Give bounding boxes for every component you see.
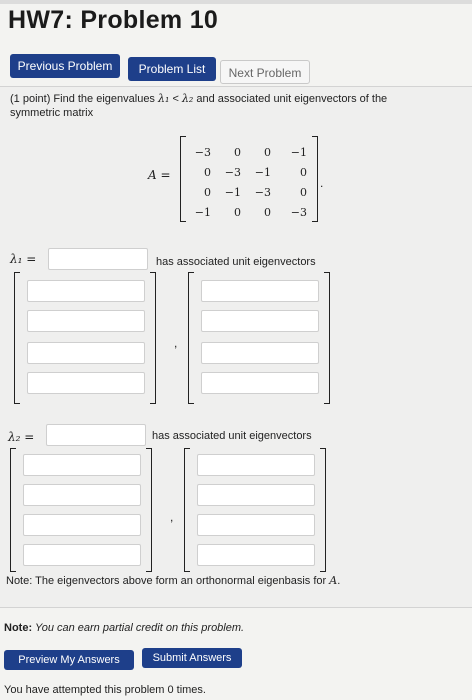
eigenbasis-note-symbol: A: [329, 574, 338, 587]
lambda1-symbol: λ₁: [158, 92, 170, 105]
eigen1-vector1: [14, 272, 156, 404]
eigen2-v1-entry[interactable]: [23, 454, 141, 476]
page-title: HW7: Problem 10: [8, 6, 219, 34]
prompt-text-c: symmetric matrix: [10, 107, 94, 119]
matrix-cell: −3: [194, 146, 211, 159]
lambda1-label: λ₁ =: [10, 252, 37, 266]
eigen1-v1-entry[interactable]: [27, 372, 145, 394]
eigen2-v2-entry[interactable]: [197, 514, 315, 536]
top-strip: [0, 0, 472, 4]
matrix-cell: −1: [194, 206, 211, 219]
matrix-cell: 0: [204, 166, 211, 179]
matrix-cell: 0: [264, 146, 271, 159]
eigen1-v2-entry[interactable]: [201, 280, 319, 302]
matrix-cell: −3: [254, 186, 271, 199]
matrix-cell: −3: [290, 206, 307, 219]
eigenbasis-note-end: .: [337, 575, 341, 587]
eigen1-v2-entry[interactable]: [201, 342, 319, 364]
submit-answers-button[interactable]: Submit Answers: [142, 648, 242, 668]
matrix-A: [180, 136, 318, 222]
matrix-label: A =: [148, 168, 171, 182]
eigen2-v1-entry[interactable]: [23, 484, 141, 506]
eigen1-vector2: [188, 272, 330, 404]
matrix-period: .: [320, 176, 324, 190]
partial-credit-note: [4, 622, 244, 634]
eigen1-v1-entry[interactable]: [27, 342, 145, 364]
eigen2-v2-entry[interactable]: [197, 454, 315, 476]
eigenbasis-note: [6, 574, 340, 587]
less-than: <: [169, 93, 182, 105]
matrix-cell: 0: [204, 186, 211, 199]
prompt-text-b: and associated unit eigenvectors of the: [193, 93, 388, 105]
eigen1-v2-entry[interactable]: [201, 372, 319, 394]
prompt-text-a: Find the eigenvalues: [53, 93, 158, 105]
lambda2-symbol: λ₂: [181, 92, 194, 105]
preview-answers-button[interactable]: Preview My Answers: [4, 650, 134, 670]
matrix-cell: 0: [300, 166, 307, 179]
lambda1-input[interactable]: [48, 248, 148, 270]
eigen2-v2-entry[interactable]: [197, 484, 315, 506]
problem-list-button[interactable]: Problem List: [128, 57, 216, 81]
attempts-text: You have attempted this problem 0 times.: [4, 684, 206, 696]
eigen1-comma: ,: [174, 336, 178, 350]
lambda2-input[interactable]: [46, 424, 146, 446]
points-label: (1 point): [10, 93, 51, 105]
matrix-cell: −1: [224, 186, 241, 199]
matrix-cell: −1: [290, 146, 307, 159]
problem-prompt: [10, 92, 450, 120]
partial-credit-label: Note:: [4, 622, 33, 634]
eigen2-vector2: [184, 448, 326, 572]
previous-problem-button[interactable]: Previous Problem: [10, 54, 120, 78]
next-problem-button[interactable]: Next Problem: [220, 60, 310, 84]
lambda2-label: λ₂ =: [8, 430, 35, 444]
eigen1-text: has associated unit eigenvectors: [156, 256, 316, 268]
eigen2-v2-entry[interactable]: [197, 544, 315, 566]
eigenbasis-note-text: Note: The eigenvectors above form an orthonormal eigenbasis for: [6, 575, 330, 587]
matrix-cell: −1: [254, 166, 271, 179]
eigen1-v1-entry[interactable]: [27, 310, 145, 332]
eigen1-v2-entry[interactable]: [201, 310, 319, 332]
matrix-cell: 0: [234, 206, 241, 219]
matrix-cell: 0: [300, 186, 307, 199]
eigen2-v1-entry[interactable]: [23, 544, 141, 566]
eigen2-vector1: [10, 448, 152, 572]
eigen2-v1-entry[interactable]: [23, 514, 141, 536]
eigen2-text: has associated unit eigenvectors: [152, 430, 312, 442]
matrix-cell: 0: [264, 206, 271, 219]
eigen2-comma: ,: [170, 510, 174, 524]
partial-credit-text: You can earn partial credit on this problem.: [32, 622, 245, 634]
matrix-cell: 0: [234, 146, 241, 159]
matrix-cell: −3: [224, 166, 241, 179]
eigen1-v1-entry[interactable]: [27, 280, 145, 302]
